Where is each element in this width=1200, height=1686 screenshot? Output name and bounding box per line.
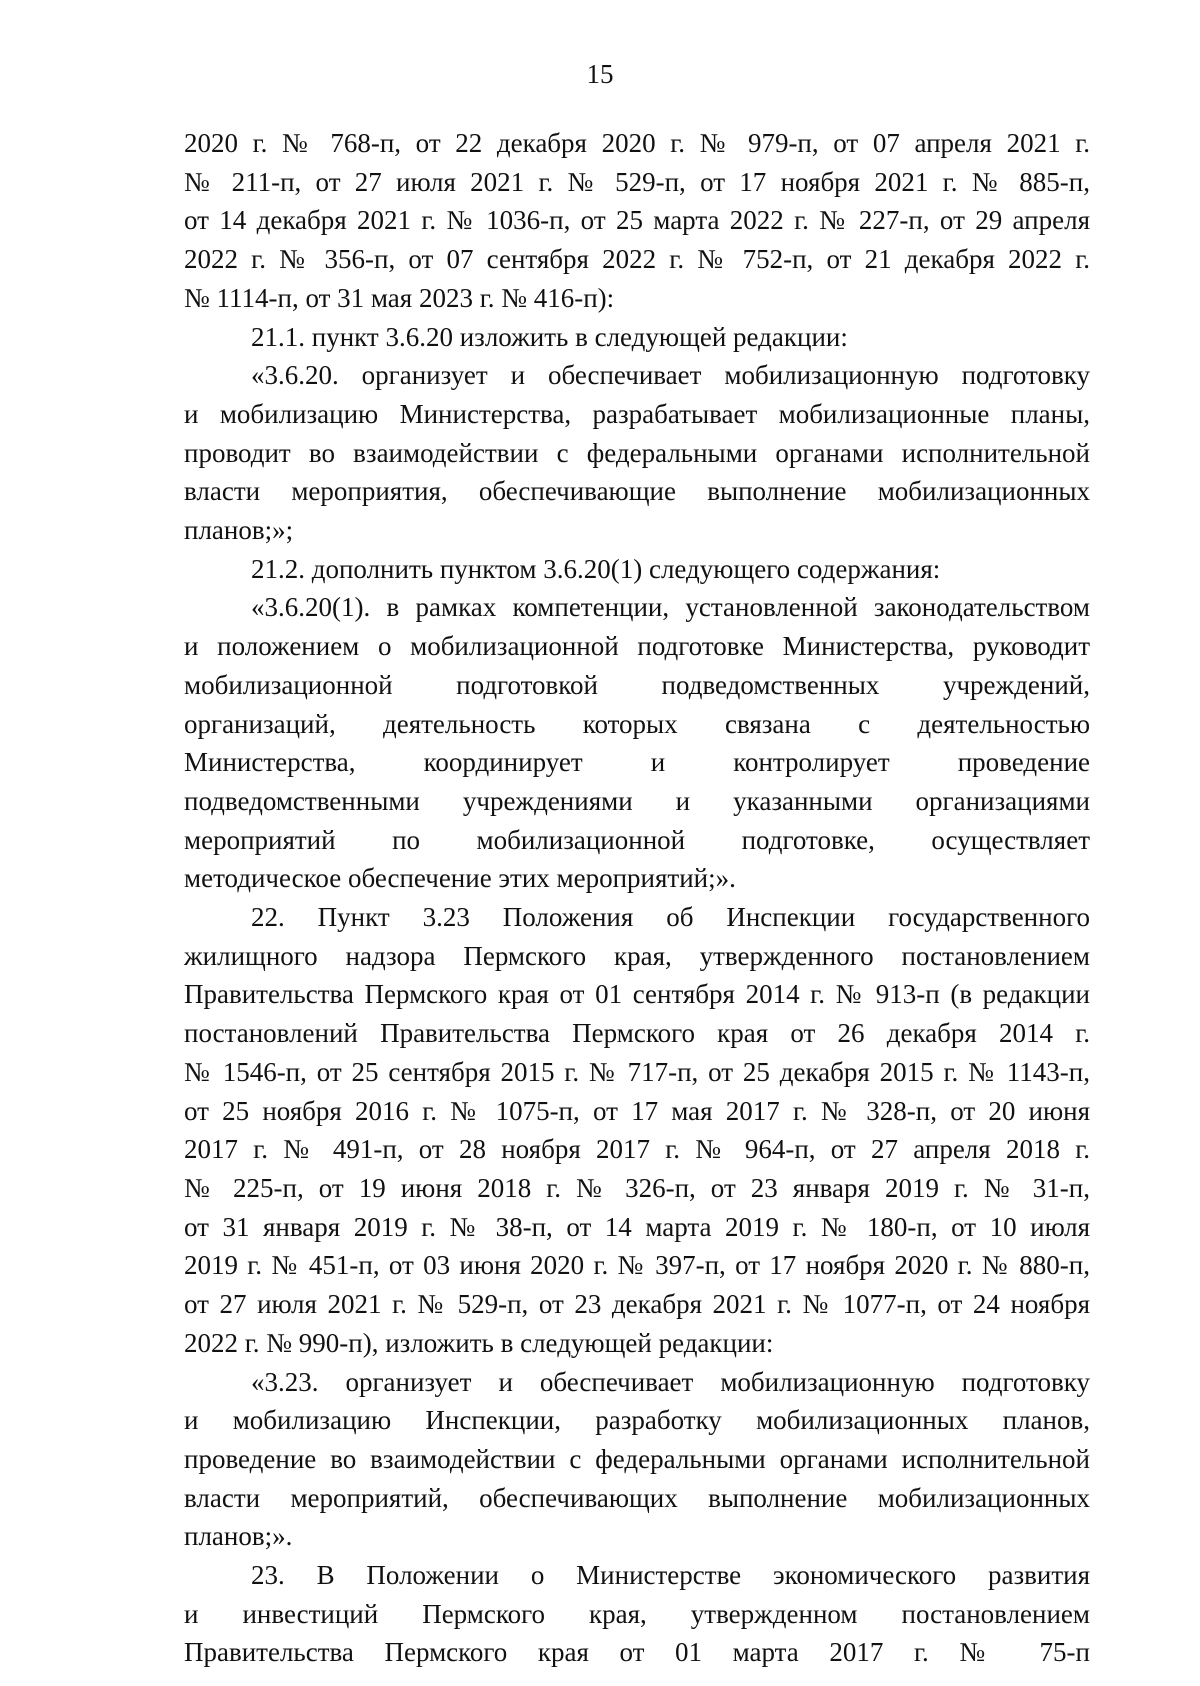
text-line: проводит во взаимодействии с федеральными органами исполнительной [184,437,1090,468]
document-body [184,124,1090,1672]
text-line: от 31 января 2019 г. № 38-п, от 14 марта 2019 г. № 180-п, от 10 июля [184,1211,1090,1242]
text-line: жилищного надзора Пермского края, утвержденного постановлением [184,940,1090,971]
text-line: Правительства Пермского края от 01 сентября 2014 г. № 913-п (в редакции [184,979,1090,1010]
text-line: от 27 июля 2021 г. № 529-п, от 23 декабря 2021 г. № 1077-п, от 24 ноября [184,1289,1090,1320]
text-line: планов;»; [184,515,294,546]
text-line: подведомственными учреждениями и указанными организациями [184,785,1090,816]
text-line: 2020 г. № 768-п, от 22 декабря 2020 г. № 979-п, от 07 апреля 2021 г. [184,128,1090,158]
text-line: 21.2. дополнить пунктом 3.6.20(1) следующего содержания: [251,553,941,584]
text-line: «3.6.20(1). в рамках компетенции, установленной законодательством [251,592,1090,623]
page-number: 15 [586,59,614,89]
text-line: власти мероприятия, обеспечивающие выполнение мобилизационных [184,476,1090,507]
text-line: от 25 ноября 2016 г. № 1075-п, от 17 мая 2017 г. № 328-п, от 20 июня [184,1095,1090,1126]
text-line: 2019 г. № 451-п, от 03 июня 2020 г. № 397-п, от 17 ноября 2020 г. № 880-п, [184,1250,1090,1281]
text-line: и мобилизацию Министерства, разрабатывает мобилизационные планы, [184,398,1090,429]
text-line: 21.1. пункт 3.6.20 изложить в следующей редакции: [251,321,848,352]
text-line: 2022 г. № 356-п, от 07 сентября 2022 г. № 752-п, от 21 декабря 2022 г. [184,244,1090,275]
text-line: 22. Пункт 3.23 Положения об Инспекции государственного [251,902,1090,933]
text-line: проведение во взаимодействии с федеральными органами исполнительной [184,1443,1090,1474]
text-line: методическое обеспечение этих мероприятий;». [184,863,736,894]
text-line: 23. В Положении о Министерстве экономического развития [251,1560,1090,1591]
text-line: 2017 г. № 491-п, от 28 ноября 2017 г. № 964-п, от 27 апреля 2018 г. [184,1134,1090,1165]
text-line: власти мероприятий, обеспечивающих выполнение мобилизационных [184,1482,1090,1513]
text-line: и мобилизацию Инспекции, разработку мобилизационных планов, [184,1405,1090,1436]
text-line: «3.6.20. организует и обеспечивает мобилизационную подготовку [251,360,1090,391]
text-line: № 211-п, от 27 июля 2021 г. № 529-п, от 17 ноября 2021 г. № 885-п, [184,166,1090,197]
text-line: и положением о мобилизационной подготовке Министерства, руководит [184,631,1090,662]
text-line: № 1114-п, от 31 мая 2023 г. № 416-п): [184,282,615,313]
text-line: организаций, деятельность которых связана с деятельностью [184,708,1090,739]
text-line: Министерства, координирует и контролирует проведение [184,747,1090,778]
text-line: Правительства Пермского края от 01 марта 2017 г. № 75-п [184,1637,1090,1668]
text-line: и инвестиций Пермского края, утвержденном постановлением [184,1598,1090,1629]
text-line: от 14 декабря 2021 г. № 1036-п, от 25 марта 2022 г. № 227-п, от 29 апреля [184,205,1090,236]
text-line: 2022 г. № 990-п), изложить в следующей редакции: [184,1327,774,1358]
text-line: № 1546-п, от 25 сентября 2015 г. № 717-п, от 25 декабря 2015 г. № 1143-п, [184,1056,1090,1087]
text-line: № 225-п, от 19 июня 2018 г. № 326-п, от 23 января 2019 г. № 31-п, [184,1172,1090,1203]
text-line: мобилизационной подготовкой подведомственных учреждений, [184,669,1090,700]
text-line: планов;». [184,1521,293,1552]
text-line: постановлений Правительства Пермского края от 26 декабря 2014 г. [184,1018,1090,1049]
text-line: мероприятий по мобилизационной подготовке, осуществляет [184,824,1090,855]
text-line: «3.23. организует и обеспечивает мобилизационную подготовку [251,1366,1090,1397]
